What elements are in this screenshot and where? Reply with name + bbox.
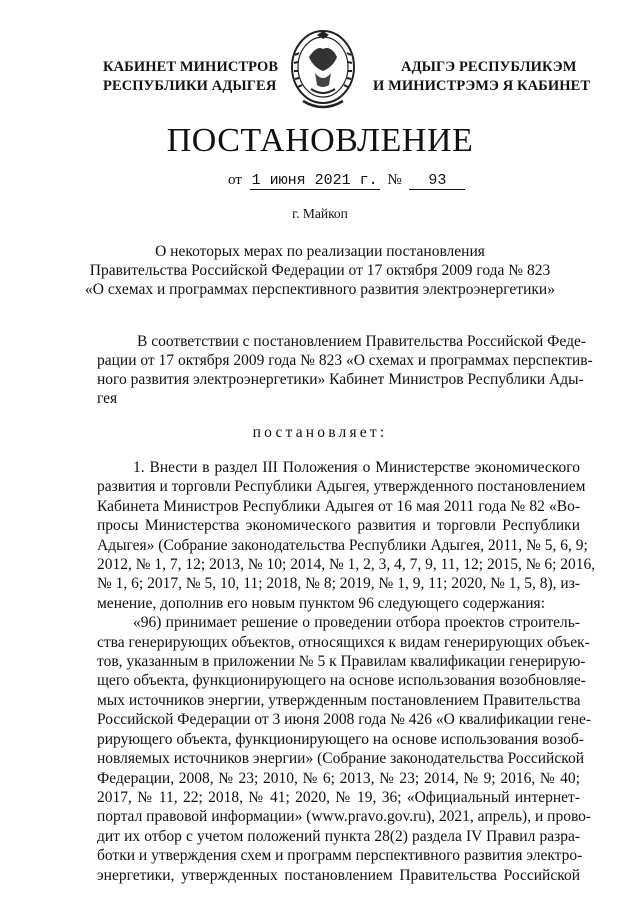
paragraph-2 xyxy=(97,613,592,885)
body-line: рирующего объекта, функционирующего на основе использования возоб- xyxy=(97,730,584,748)
preamble-line: гея xyxy=(97,390,118,407)
body-line: дит их отбор с учетом положений пункта 28(2) раздела IV Правил разра- xyxy=(97,827,580,845)
body-line: менение, дополнив его новым пунктом 96 следующего содержания: xyxy=(97,594,545,612)
header-right xyxy=(373,58,590,96)
body-line: 1. Внести в раздел III Положения о Министерстве экономического xyxy=(133,459,580,476)
document-number: 93 xyxy=(409,172,465,190)
body-line: портал правовой информации» (www.pravo.gov.ru), 2021, апрель), и прово- xyxy=(97,808,592,826)
body-line: развития и торговли Республики Адыгея, утвержденного постановлением xyxy=(97,478,586,496)
preamble xyxy=(97,332,593,408)
document-subject xyxy=(0,242,640,299)
number-label: № xyxy=(387,172,402,188)
paragraph-1 xyxy=(97,458,596,613)
header-left-line1: КАБИНЕТ МИНИСТРОВ xyxy=(103,59,279,75)
preamble-line: рации от 17 октября 2009 года № 823 «О схемах и программах перспектив- xyxy=(97,352,593,369)
preamble-line: В соответствии с постановлением Правительства Российской Феде- xyxy=(137,333,587,350)
subject-line: О некоторых мерах по реализации постановления xyxy=(155,243,485,260)
body-line: тов, указанным в приложении № 5 к Правилам квалификации генерирую- xyxy=(97,653,586,671)
body-line: новляемых источников энергии» (Собрание законодательства Российской xyxy=(97,750,585,768)
city: г. Майкоп xyxy=(292,206,348,221)
document-date: 1 июня 2021 г. xyxy=(251,172,378,189)
header-left xyxy=(103,58,278,96)
body-line: щего объекта, функционирующего на основе использования возобновляе- xyxy=(97,672,586,690)
coat-of-arms-icon xyxy=(287,27,359,113)
body-line: 2017, № 11, 22; 2018, № 41; 2020, № 19, 36; «Официальный интернет- xyxy=(97,788,580,806)
body-line: энергетики, утвержденных постановлением Правительства Российской xyxy=(97,866,580,884)
header-right-line1: АДЫГЭ РЕСПУБЛИКЭМ xyxy=(401,59,577,75)
body-line: мых источников энергии, утвержденным постановлением Правительства xyxy=(97,691,581,709)
preamble-line: ного развития электроэнергетики» Кабинет Министров Республики Ады- xyxy=(97,371,584,388)
date-from-label: от xyxy=(228,172,242,188)
body-line: «96) принимает решение о проведении отбора проектов строитель- xyxy=(133,614,580,632)
body-line: Адыгея» (Собрание законодательства Республики Адыгея, 2011, № 5, 6, 9; xyxy=(97,536,588,554)
body-line: 2012, № 1, 7, 12; 2013, № 10; 2014, № 1, 2, 3, 4, 7, 9, 11, 12; 2015, № 6; 2016, xyxy=(97,556,596,574)
body-line: Российской Федерации от 3 июня 2008 года № 426 «О квалификации гене- xyxy=(97,711,592,729)
decree-word: постановляет: xyxy=(252,424,388,441)
subject-line: «О схемах и программах перспективного развития электроэнергетики» xyxy=(85,281,555,298)
body-line: Федерации, 2008, № 23; 2010, № 6; 2013, № 23; 2014, № 9; 2016, № 40; xyxy=(97,769,580,787)
document-body xyxy=(97,458,596,885)
body-line: просы Министерства экономического развития и торговли Республики xyxy=(97,517,580,535)
document-title: ПОСТАНОВЛЕНИЕ xyxy=(166,122,474,159)
dateline xyxy=(228,172,465,190)
subject-line: Правительства Российской Федерации от 17 октября 2009 года № 823 xyxy=(89,262,551,279)
body-line: ботки и утверждения схем и программ перспективного развития электро- xyxy=(97,847,583,865)
header-left-line2: РЕСПУБЛИКИ АДЫГЕЯ xyxy=(103,78,277,94)
body-line: № 1, 6; 2017, № 5, 10, 11; 2018, № 8; 2019, № 1, 9, 11; 2020, № 1, 5, 8), из- xyxy=(97,575,580,593)
body-line: ства генерирующих объектов, относящихся к видам генерирующих объек- xyxy=(97,633,590,651)
header-right-line2: И МИНИСТРЭМЭ Я КАБИНЕТ xyxy=(373,78,591,94)
body-line: Кабинета Министров Республики Адыгея от 16 мая 2011 года № 82 «Во- xyxy=(97,497,580,515)
